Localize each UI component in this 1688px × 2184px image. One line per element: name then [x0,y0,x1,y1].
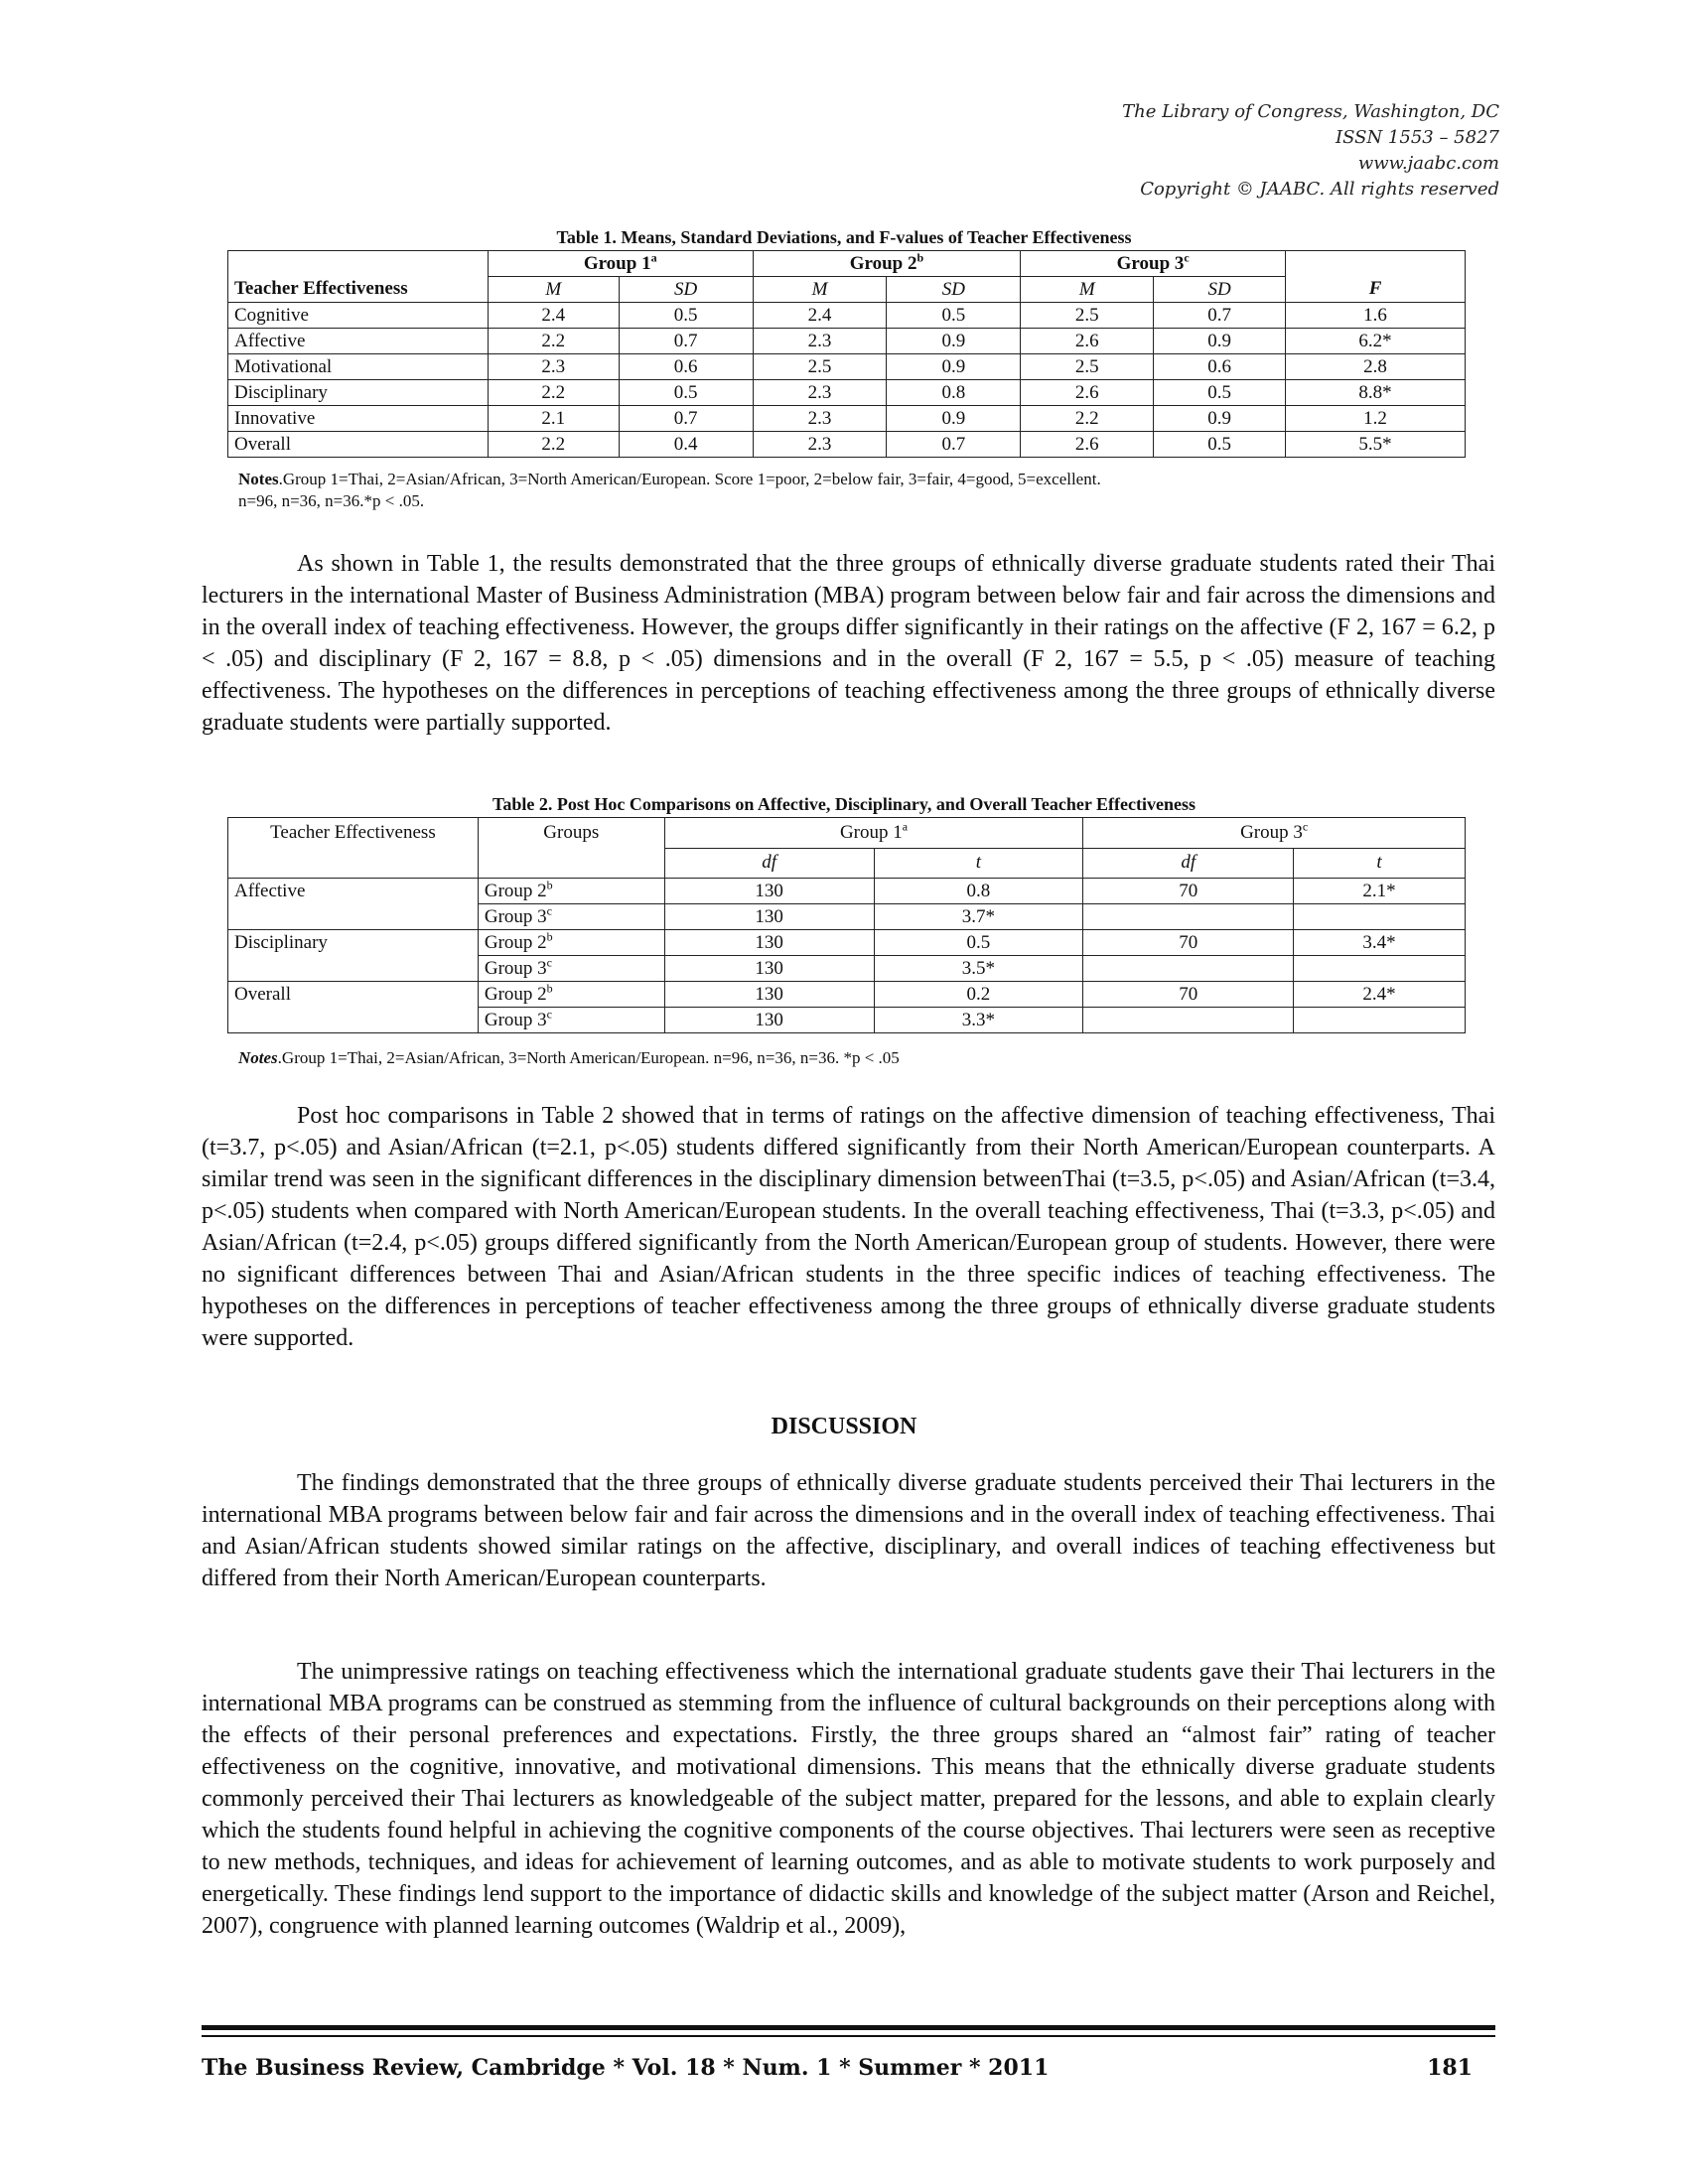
results-paragraph-2: Post hoc comparisons in Table 2 showed that in terms of ratings on the affective dimension of teaching effectiveness, Thai (t=3.7, p<.05) and Asian/African (t=2.1, p<.05) students differed significantly from their North American/European counterparts. A similar trend was seen in the significant differences in the disciplinary dimension betweenThai (t=3.5, p<.05) and Asian/African (t=3.4, p<.05) students when compared with North American/European students. In the overall teaching effectiveness, Thai (t=3.3, p<.05) and Asian/African (t=2.4, p<.05) groups differed significantly from the North American/European group of students. However, there were no significant differences between Thai and Asian/African students in the three specific indices of teaching effectiveness. The hypotheses on the differences in perceptions of teacher effectiveness among the three groups of ethnically diverse graduate students were supported. [202,1103,1495,1351]
table1-cell: 1.2 [1286,406,1466,432]
table1-stat-header: SD [619,277,753,303]
table1-cell: 2.2 [488,329,619,354]
table-row [228,879,1466,904]
table-row [228,329,1466,354]
table-row [228,930,1466,956]
table2-cell: 0.8 [874,879,1083,904]
table1-corner-cell [228,251,489,277]
table2-group-cell: Group 3$^c$ [478,904,664,930]
table2-df-header: df [664,848,874,879]
table2 [227,817,1466,1033]
table-row [228,380,1466,406]
table2-te-cell [228,956,479,982]
table2-cell [1083,904,1294,930]
table2-groups-header: Groups [478,818,664,849]
footer-rule-thin [202,2035,1495,2037]
table1-group1-header: Group 1$^a$ [488,251,753,277]
table-row [228,354,1466,380]
table1-cell: 2.3 [753,406,887,432]
table1-cell: 2.5 [753,354,887,380]
table2-cell: 2.1* [1294,879,1466,904]
table1-cell: 0.7 [887,432,1021,458]
table2-t-header: t [1294,848,1466,879]
table1-cell: 2.3 [488,354,619,380]
table1-cell: 2.6 [1021,329,1154,354]
table-row [228,1008,1466,1033]
table1-cell: 2.5 [1021,354,1154,380]
table2-group-cell: Group 3$^c$ [478,1008,664,1033]
table1-caption: Table 1. Means, Standard Deviations, and F-values of Teacher Effectiveness [556,227,1132,247]
table1-row-label: Overall [228,432,489,458]
table2-group-cell: Group 2$^b$ [478,879,664,904]
table2-cell: 130 [664,904,874,930]
table1-stat-header: M [753,277,887,303]
table1-cell: 0.9 [1154,329,1286,354]
table1-cell: 0.6 [619,354,753,380]
results-paragraph-1: As shown in Table 1, the results demonstrated that the three groups of ethnically diverse graduate students rated their Thai lecturers in the international Master of Business Administration (MBA) program between below fair and fair across the dimensions and in the overall index of teaching effectiveness. However, the groups differ significantly in their ratings on the affective (F 2, 167 = 6.2, p < .05) and disciplinary (F 2, 167 = 8.8, p < .05) dimensions and in the overall (F 2, 167 = 5.5, p < .05) measure of teaching effectiveness. The hypotheses on the differences in perceptions of teaching effectiveness among the three groups of ethnically diverse graduate students were partially supported. [202,551,1495,736]
table1-cell: 2.6 [1021,380,1154,406]
table2-te-cell [228,1008,479,1033]
table1-cell: 0.9 [887,406,1021,432]
table1 [227,250,1466,458]
table2-cell [1083,956,1294,982]
table2-cell: 130 [664,930,874,956]
table1-stat-header: M [488,277,619,303]
table1-cell: 2.3 [753,329,887,354]
table1-row-label: Cognitive [228,303,489,329]
table1-notes: Notes.Group 1=Thai, 2=Asian/African, 3=North American/European. Score 1=poor, 2=below fair, 3=fair, 4=good, 5=excellent. n=96, n=36, n=36.*p < .05. [238,470,1101,510]
table-row [228,432,1466,458]
table1-row-label: Motivational [228,354,489,380]
table2-cell [1294,956,1466,982]
table1-cell: 0.4 [619,432,753,458]
table1-cell: 0.6 [1154,354,1286,380]
table1-cell: 0.8 [887,380,1021,406]
table1-cell: 2.8 [1286,354,1466,380]
table2-caption: Table 2. Post Hoc Comparisons on Affective, Disciplinary, and Overall Teacher Effectiveness [492,794,1196,814]
table1-cell: 0.7 [1154,303,1286,329]
table2-group-cell: Group 2$^b$ [478,930,664,956]
table2-notes: Notes.Group 1=Thai, 2=Asian/African, 3=North American/European. n=96, n=36, n=36. *p < .05 [238,1048,900,1067]
table2-cell: 70 [1083,879,1294,904]
table1-cell: 2.2 [488,380,619,406]
table1-cell: 6.2* [1286,329,1466,354]
table2-cell: 130 [664,956,874,982]
table2-cell: 130 [664,982,874,1008]
table-row [228,982,1466,1008]
footer-journal: The Business Review, Cambridge * Vol. 18 * Num. 1 * Summer * 2011 [202,2055,1050,2081]
table-row [228,303,1466,329]
table2-cell: 130 [664,879,874,904]
table1-cell: 8.8* [1286,380,1466,406]
table1-stat-header: SD [1154,277,1286,303]
table2-te-header: Teacher Effectiveness [228,818,479,849]
footer-rule-thick [202,2025,1495,2030]
table2-cell: 0.5 [874,930,1083,956]
table1-cell: 0.7 [619,329,753,354]
table1-cell: 2.5 [1021,303,1154,329]
table1-cell: 2.4 [753,303,887,329]
table1-row-label: Affective [228,329,489,354]
table2-group3-header: Group 3$^c$ [1083,818,1466,849]
header-line-copyright: Copyright © JAABC. All rights reserved [1140,179,1499,200]
table2-cell: 2.4* [1294,982,1466,1008]
discussion-paragraph-2: The unimpressive ratings on teaching effectiveness which the international graduate students gave their Thai lecturers in the international MBA programs can be construed as stemming from the influence of cultural backgrounds on their perceptions along with the effects of their personal preferences and expectations. Firstly, the three groups shared an “almost fair” rating of teacher effectiveness on the cognitive, innovative, and motivational dimensions. This means that the ethnically diverse graduate students commonly perceived their Thai lecturers as knowledgeable of the subject matter, prepared for the lessons, and able to explain clearly which the students found helpful in achieving the cognitive components of the course objectives. Thai lecturers were seen as receptive to new methods, techniques, and ideas for achievement of learning outcomes, and as able to motivate students to work purposely and energetically. These findings lend support to the importance of didactic skills and knowledge of the subject matter (Arson and Reichel, 2007), congruence with planned learning outcomes (Waldrip et al., 2009), [202,1659,1495,1939]
table1-cell: 2.1 [488,406,619,432]
table2-cell: 3.5* [874,956,1083,982]
table1-row-label: Disciplinary [228,380,489,406]
table2-df-header: df [1083,848,1294,879]
table2-header-spacer [478,848,664,879]
page-number: 181 [1427,2055,1473,2081]
table1-cell: 2.2 [1021,406,1154,432]
table2-header-spacer [228,848,479,879]
table1-stat-header: SD [887,277,1021,303]
table2-group-cell: Group 3$^c$ [478,956,664,982]
table-row [228,904,1466,930]
table2-te-cell: Affective [228,879,479,904]
table1-cell: 2.6 [1021,432,1154,458]
table1-cell: 2.3 [753,380,887,406]
table2-cell [1083,1008,1294,1033]
table1-cell: 5.5* [1286,432,1466,458]
table2-cell: 0.2 [874,982,1083,1008]
running-header [1122,99,1499,203]
table1-group3-header: Group 3$^c$ [1021,251,1286,277]
table2-group1-header: Group 1$^a$ [664,818,1083,849]
table1-cell: 0.5 [1154,432,1286,458]
table1-cell: 1.6 [1286,303,1466,329]
table1-cell: 0.5 [887,303,1021,329]
header-line-website: www.jaabc.com [1357,153,1499,174]
table1-f-header: F [1286,277,1466,303]
table1-cell: 0.7 [619,406,753,432]
table1-cell: 0.5 [1154,380,1286,406]
table2-cell: 3.7* [874,904,1083,930]
table-row [228,956,1466,982]
table2-cell: 70 [1083,930,1294,956]
table2-cell: 70 [1083,982,1294,1008]
table1-cell: 0.5 [619,303,753,329]
table1-cell: 0.5 [619,380,753,406]
table2-group-cell: Group 2$^b$ [478,982,664,1008]
table1-cell: 2.3 [753,432,887,458]
table1-cell: 0.9 [887,354,1021,380]
table1-row-label: Innovative [228,406,489,432]
table2-te-cell: Disciplinary [228,930,479,956]
table-row [228,406,1466,432]
section-heading-discussion: DISCUSSION [771,1414,917,1439]
header-line-library: The Library of Congress, Washington, DC [1122,101,1499,122]
table1-cell: 0.9 [1154,406,1286,432]
table1-cell: 0.9 [887,329,1021,354]
table2-te-cell [228,904,479,930]
table1-row-header: Teacher Effectiveness [228,277,489,303]
table1-stat-header: M [1021,277,1154,303]
table2-cell: 130 [664,1008,874,1033]
header-line-issn: ISSN 1553 – 5827 [1336,127,1499,148]
discussion-paragraph-1: The findings demonstrated that the three groups of ethnically diverse graduate students perceived their Thai lecturers in the international MBA programs between below fair and fair across the dimensions and in the overall index of teaching effectiveness. Thai and Asian/African students showed similar ratings on the affective, disciplinary, and overall indices of teaching effectiveness but differed from their North American/European counterparts. [202,1470,1495,1591]
table1-group2-header: Group 2$^b$ [753,251,1021,277]
page-footer [202,2055,1473,2081]
table1-f-corner [1286,251,1466,277]
table2-te-cell: Overall [228,982,479,1008]
table2-cell: 3.3* [874,1008,1083,1033]
table2-cell: 3.4* [1294,930,1466,956]
table2-cell [1294,1008,1466,1033]
table1-cell: 2.2 [488,432,619,458]
table1-cell: 2.4 [488,303,619,329]
table2-t-header: t [874,848,1083,879]
table2-cell [1294,904,1466,930]
